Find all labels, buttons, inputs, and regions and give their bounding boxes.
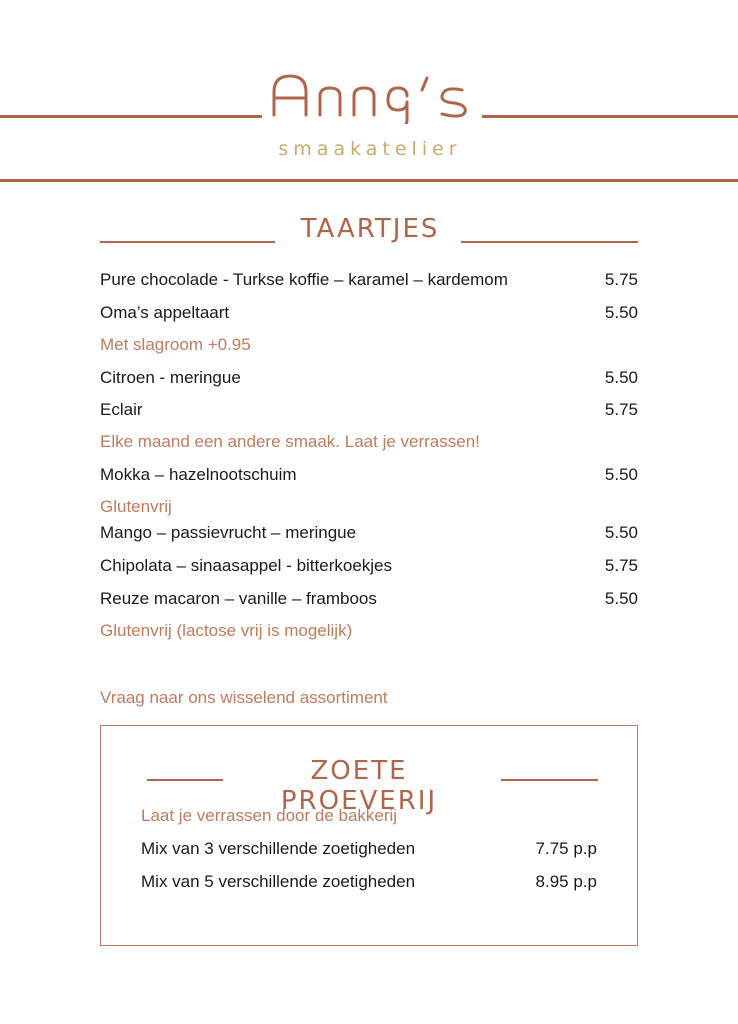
item-price: 5.75: [604, 556, 638, 575]
item-name: Oma’s appeltaart: [100, 303, 230, 322]
item-note: Glutenvrij (lactose vrij is mogelijk): [100, 621, 353, 640]
menu-item: [100, 397, 638, 423]
item-note: Glutenvrij: [100, 497, 172, 516]
logo-wordmark-icon: [262, 62, 482, 124]
menu-item: [141, 869, 597, 895]
section-heading-proeverij: ZOETE PROEVERIJ: [280, 756, 438, 816]
logo: [262, 62, 482, 122]
proeverij-intro: Laat je verrassen door de bakkerij: [141, 806, 398, 825]
item-price: 5.50: [604, 523, 638, 542]
proeverij-box: [100, 725, 638, 946]
item-price: 5.75: [604, 400, 638, 419]
item-name: Mango – passievrucht – meringue: [100, 523, 357, 542]
heading-line-left: [100, 241, 275, 243]
item-price: 5.50: [604, 303, 638, 322]
item-name: Mix van 5 verschillende zoetigheden: [141, 872, 416, 891]
menu-item: [100, 520, 638, 546]
item-note: Elke maand een andere smaak. Laat je verrassen!: [100, 432, 480, 451]
item-price: 5.50: [604, 465, 638, 484]
item-name: Mix van 3 verschillende zoetigheden: [141, 839, 416, 858]
menu-item: [100, 365, 638, 391]
heading-line-right: [501, 779, 598, 781]
header-bottom-rule: [0, 179, 738, 182]
menu-item: [100, 462, 638, 488]
item-price: 5.50: [604, 589, 638, 608]
menu-item: [141, 836, 597, 862]
menu-item: [100, 267, 638, 293]
brand-subtitle: smaakatelier: [278, 138, 462, 160]
item-name: Eclair: [100, 400, 143, 419]
menu-item: [100, 300, 638, 326]
item-price: 5.50: [604, 368, 638, 387]
item-name: Mokka – hazelnootschuim: [100, 465, 297, 484]
item-note: Met slagroom +0.95: [100, 335, 251, 354]
item-name: Reuze macaron – vanille – framboos: [100, 589, 377, 608]
item-price: 7.75 p.p: [535, 839, 597, 858]
assortment-note: Vraag naar ons wisselend assortiment: [100, 688, 388, 707]
item-price: 5.75: [604, 270, 638, 289]
item-name: Citroen - meringue: [100, 368, 241, 387]
item-name: Chipolata – sinaasappel - bitterkoekjes: [100, 556, 393, 575]
item-price: 8.95 p.p: [535, 872, 597, 891]
heading-line-right: [461, 241, 638, 243]
section-heading-taartjes: TAARTJES: [300, 214, 440, 244]
item-name: Pure chocolade - Turkse koffie – karamel – kardemom: [100, 270, 508, 289]
heading-line-left: [147, 779, 223, 781]
menu-item: [100, 553, 638, 579]
menu-item: [100, 586, 638, 612]
